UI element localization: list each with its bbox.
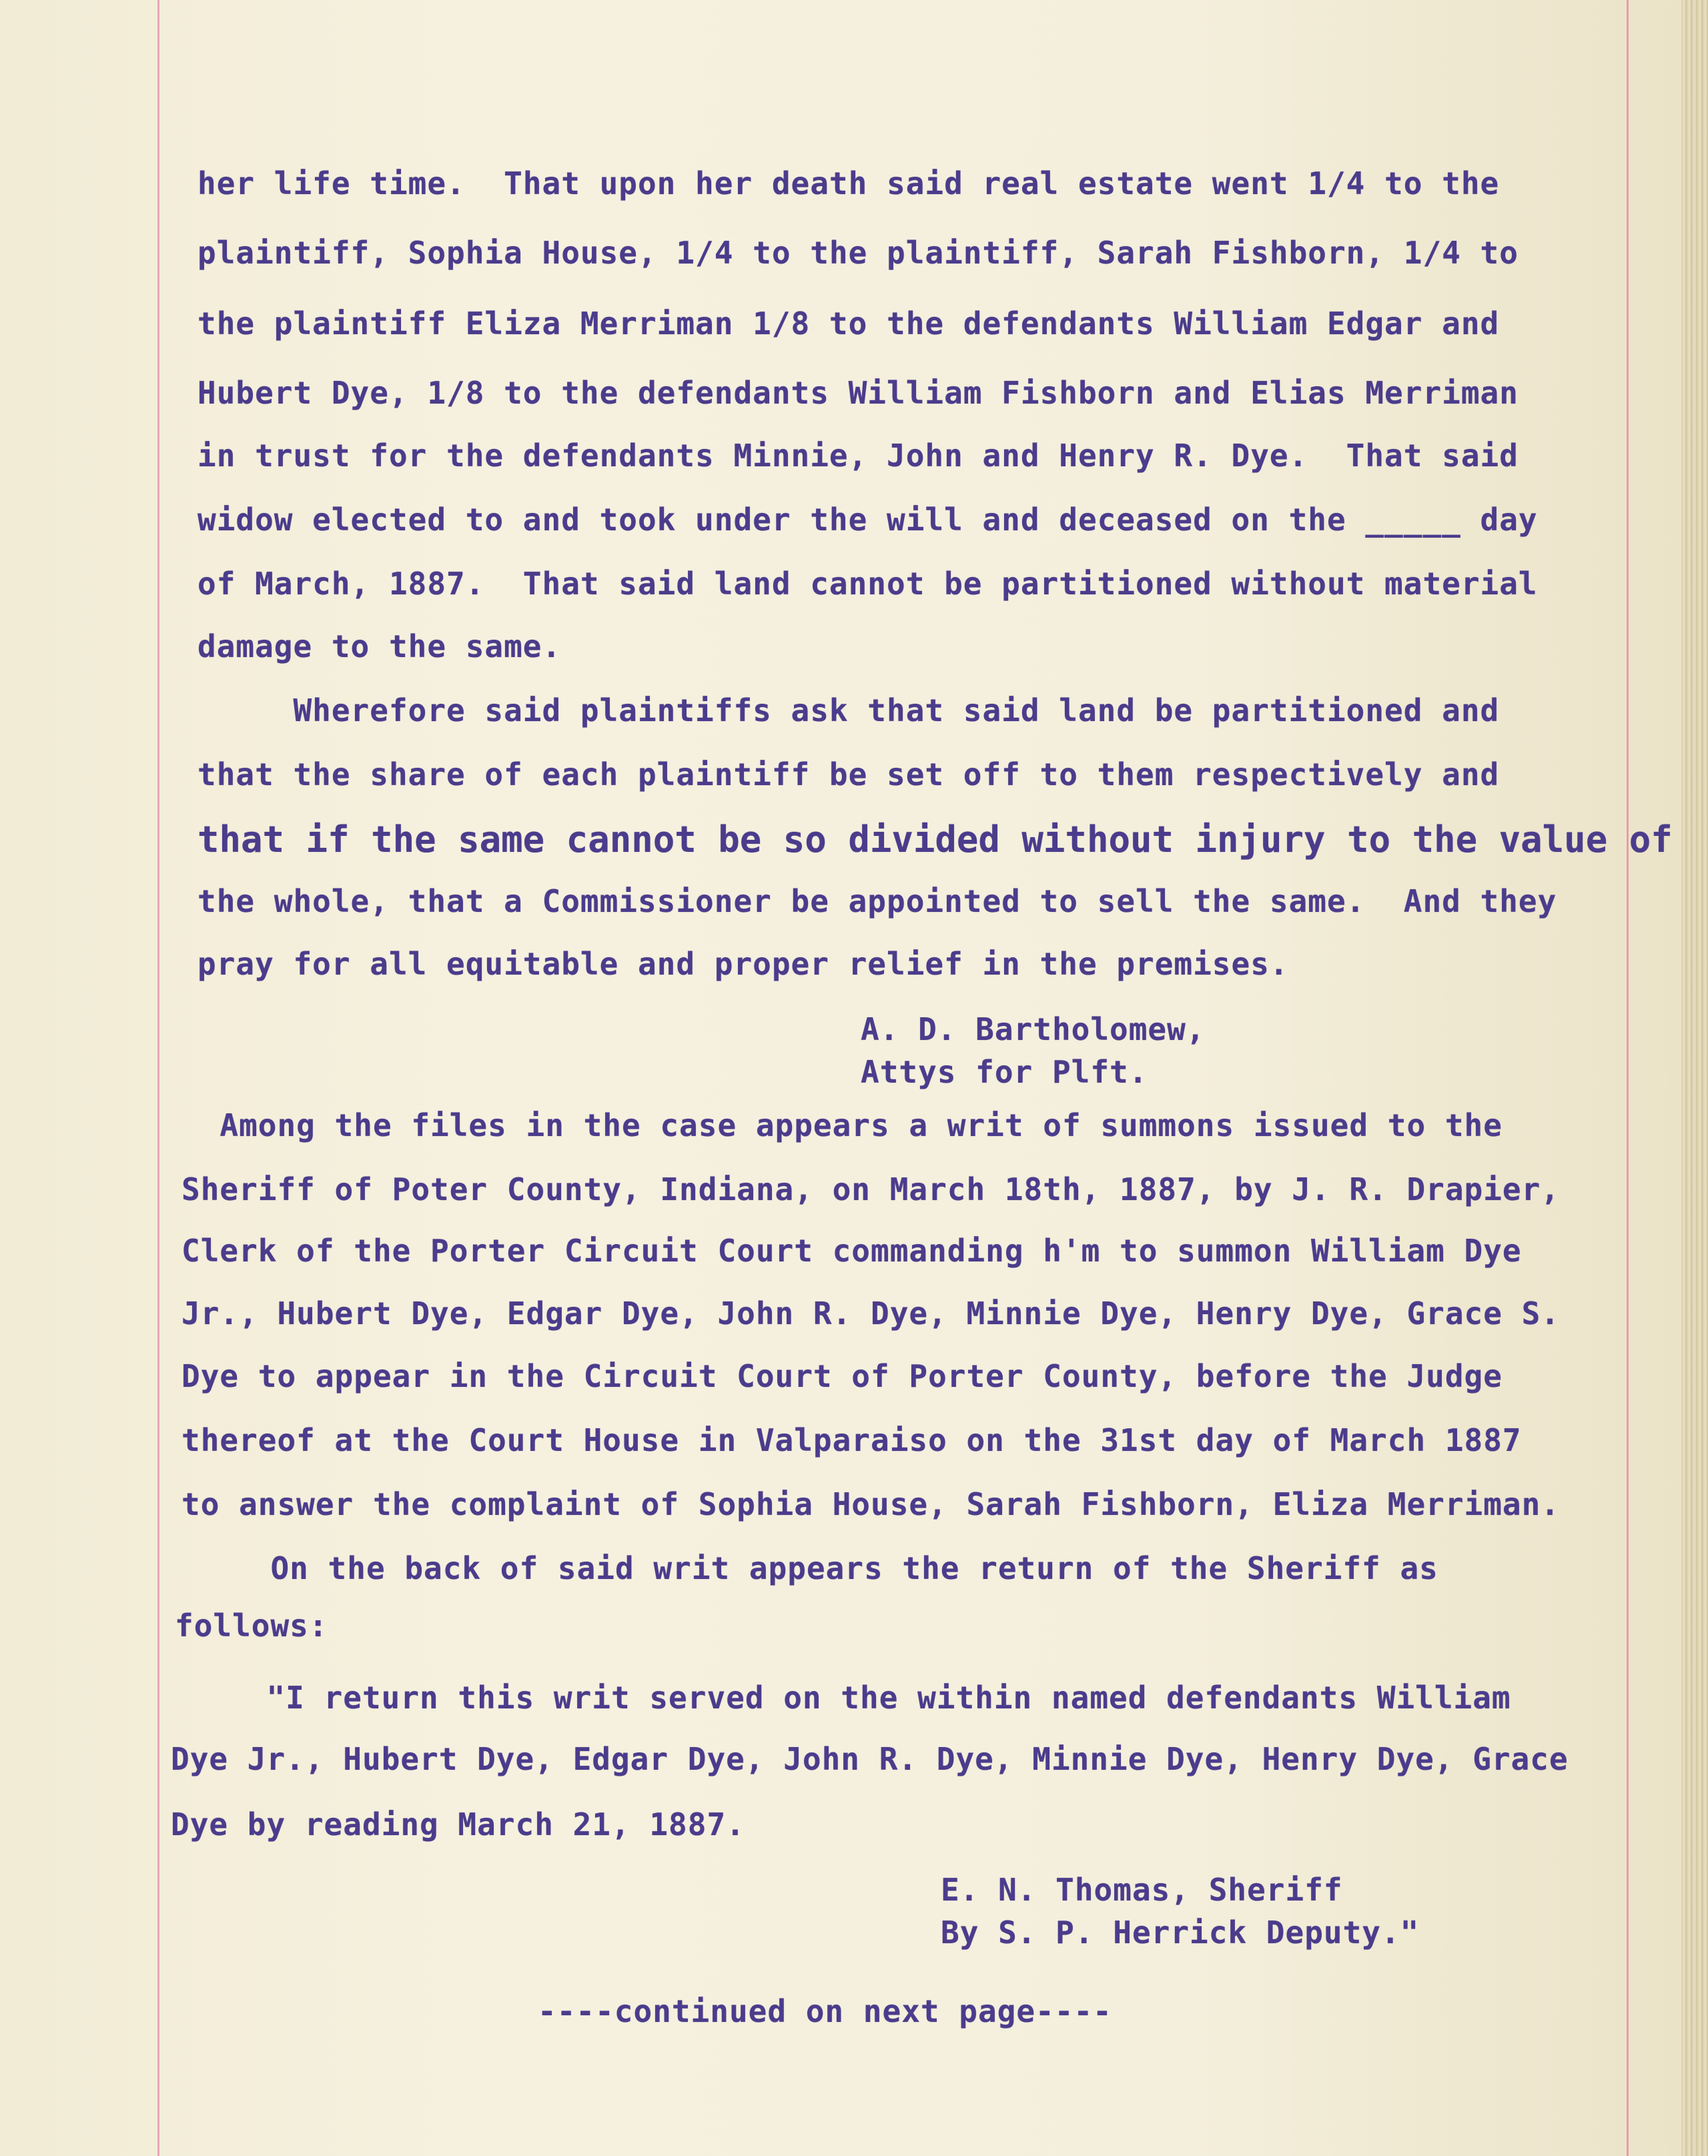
paragraph3-line5: Dye to appear in the Circuit Court of Porter County, before the Judge	[181, 1358, 1503, 1394]
paragraph3-line7: to answer the complaint of Sophia House, Sarah Fishborn, Eliza Merriman.	[181, 1486, 1560, 1522]
right-margin-line	[1627, 0, 1629, 2156]
paragraph1-line4: Hubert Dye, 1/8 to the defendants William Fishborn and Elias Merriman	[197, 375, 1519, 411]
paragraph2-line3: that if the same cannot be so divided without injury to the value of	[197, 819, 1673, 861]
paragraph5-line2: Dye Jr., Hubert Dye, Edgar Dye, John R. Dye, Minnie Dye, Henry Dye, Grace	[171, 1741, 1569, 1777]
paragraph1-line8: damage to the same.	[197, 628, 562, 664]
paragraph2-line2: that the share of each plaintiff be set off to them respectively and	[197, 756, 1500, 792]
signature1-line2: Attys for Plft.	[861, 1054, 1148, 1090]
continued-footer: ----continued on next page----	[538, 1993, 1112, 2029]
left-margin-line	[157, 0, 159, 2156]
paragraph5-line1: "I return this writ served on the within named defendants William	[171, 1680, 1511, 1716]
paragraph1-line3: the plaintiff Eliza Merriman 1/8 to the defendants William Edgar and	[197, 306, 1500, 342]
paragraph3-line3: Clerk of the Porter Circuit Court commanding h'm to summon William Dye	[181, 1233, 1522, 1269]
paragraph3-line2: Sheriff of Poter County, Indiana, on March 18th, 1887, by J. R. Drapier,	[181, 1171, 1560, 1207]
signature2-line1: E. N. Thomas, Sheriff	[941, 1872, 1343, 1908]
paragraph1-line5: in trust for the defendants Minnie, John and Henry R. Dye. That said	[197, 438, 1519, 474]
paragraph1-line1: her life time. That upon her death said real estate went 1/4 to the	[197, 165, 1500, 201]
paragraph2-line1: Wherefore said plaintiffs ask that said land be partitioned and	[197, 692, 1500, 728]
paragraph3-line6: thereof at the Court House in Valparaiso on the 31st day of March 1887	[181, 1422, 1522, 1458]
paragraph5-line3: Dye by reading March 21, 1887.	[171, 1806, 745, 1842]
paragraph4-line2: follows:	[175, 1608, 328, 1644]
signature2-line2: By S. P. Herrick Deputy."	[941, 1915, 1420, 1951]
paragraph1-line7: of March, 1887. That said land cannot be partitioned without material	[197, 566, 1538, 602]
paragraph2-line5: pray for all equitable and proper relief in the premises.	[197, 946, 1289, 982]
paragraph3-line1: Among the files in the case appears a writ of summons issued to the	[181, 1107, 1503, 1143]
paragraph2-line4: the whole, that a Commissioner be appointed to sell the same. And they	[197, 883, 1557, 919]
stacked-page-edges	[1681, 0, 1708, 2156]
paragraph3-line4: Jr., Hubert Dye, Edgar Dye, John R. Dye, Minnie Dye, Henry Dye, Grace S.	[181, 1295, 1560, 1331]
paragraph1-line6: widow elected to and took under the will and deceased on the _____ day	[197, 502, 1538, 538]
signature1-line1: A. D. Bartholomew,	[861, 1011, 1206, 1047]
paragraph1-line2: plaintiff, Sophia House, 1/4 to the plaintiff, Sarah Fishborn, 1/4 to	[197, 235, 1519, 271]
paragraph4-line1: On the back of said writ appears the return of the Sheriff as	[175, 1550, 1438, 1586]
